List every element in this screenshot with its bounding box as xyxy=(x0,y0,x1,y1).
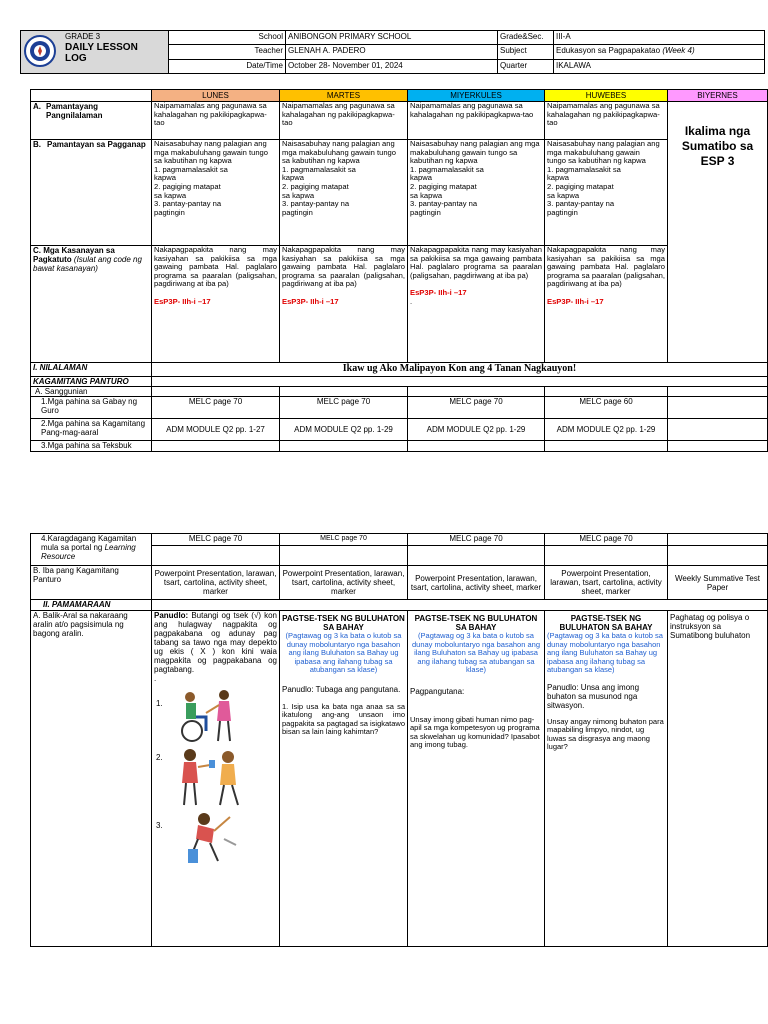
iba-huwebes: Powerpoint Presentation, larawan, tsart, cartolina, activity sheet, marker xyxy=(545,566,668,600)
grade-label: GRADE 3 xyxy=(65,32,101,41)
row-c-huw-text: Nakapagpapakita nang may kasiyahan sa pakikiisa sa mga gawaing pambata Hal. paglalaro programa sa paaralan (paligsahan, pagdiriwang at iba pa) xyxy=(547,245,665,289)
gabay-martes: MELC page 70 xyxy=(280,397,408,419)
row-a-huwebes: Naipamamalas ang pagunawa sa kahalagahan ng pakikipagkapwa-tao xyxy=(545,102,668,140)
row-c-label xyxy=(31,246,152,363)
corner-cell xyxy=(31,90,152,102)
competency-code: EsP3P- IIh-i –17 xyxy=(410,288,467,298)
iba-miyerkules: Powerpoint Presentation, larawan, tsart, cartolina, activity sheet, marker xyxy=(408,566,545,600)
b-item: pagtingin xyxy=(410,207,441,217)
deped-seal-icon xyxy=(24,35,56,67)
pamamaraan-label: II. PAMAMARAAN xyxy=(31,600,152,611)
picture-number-3: 3. xyxy=(156,821,163,830)
row-c-italic: (Isulat ang code ng bawat kasanayan) xyxy=(33,255,142,273)
row-b-text: Pamantayan sa Pagganap xyxy=(47,140,146,149)
school-value: ANIBONGON PRIMARY SCHOOL xyxy=(286,31,498,45)
row-a-text: Pamantayang Pangnilalaman xyxy=(46,102,103,120)
b-item: 2. pagiging matapat xyxy=(547,181,614,191)
balik-martes xyxy=(280,611,408,947)
b-item: 1. pagmamalasakit sa xyxy=(547,164,621,174)
dll-title-line2: LOG xyxy=(65,53,87,64)
lunes-panudlo-head: Panudlo: xyxy=(154,611,189,620)
huw-question: Unsay angay nimong buhaton para mapabiling limpyo, nindot, ug luwas sa disgrasya ang maong lugar? xyxy=(547,716,664,751)
gabay-lunes: MELC page 70 xyxy=(152,397,280,419)
b-item: 3. pantay-pantay na xyxy=(154,199,222,209)
biy-instruction: Paghatag og polisya o instruksyon sa Sumatibong buluhaton xyxy=(670,613,751,640)
miy-pagpangutana: Pagpangutana: xyxy=(410,686,465,696)
row-c-lunes-text: Nakapagpapakita nang may kasiyahan sa pakikiisa sa mga gawaing pambata Hal. paglalaro programa sa paaralan (paligsahan, pagdiriwang at iba pa) xyxy=(154,245,277,289)
datetime-label: Date/Time xyxy=(169,59,286,73)
pagtse-note: (Pagtawag og 3 ka bata o kutob sa dunay moboluntaryo nga basahon ang ilang Buluhaton sa Bahay ug ipabasa ang ilahang tubag sa atubangan sa klase) xyxy=(547,631,663,674)
adm-miyerkules: ADM MODULE Q2 pp. 1-29 xyxy=(408,419,545,441)
competency-code: EsP3P- IIh-i –17 xyxy=(282,296,339,306)
empty-cell xyxy=(668,397,768,419)
iba-label xyxy=(31,566,152,600)
competency-code: EsP3P- IIh-i –17 xyxy=(547,296,604,306)
empty-cell xyxy=(408,546,545,566)
header-logo-cell xyxy=(21,31,169,74)
row-b-prefix: B. xyxy=(33,140,41,149)
teacher-label: Teacher xyxy=(169,45,286,59)
pagtse-note: (Pagtawag og 3 ka bata o kutob sa dunay moboluntaryo nga basahon ang ilang Buluhaton sa Bahay ug ipabasa ang ilahang tubag sa atubangan sa klase) xyxy=(411,631,541,674)
wheelchair-help-illustration xyxy=(176,687,246,745)
b-item: 1. pagmamalasakit sa xyxy=(282,164,356,174)
empty-cell xyxy=(152,546,280,566)
quarter-label: Quarter xyxy=(498,59,554,73)
row-c-text: C. Mga Kasanayan sa Pagkatuto xyxy=(33,246,115,264)
karagdagang-label xyxy=(31,534,152,566)
gabay-label: 1.Mga pahina sa Gabay ng Guro xyxy=(31,397,152,419)
row-a-label xyxy=(31,102,152,140)
row-b-huwebes xyxy=(545,140,668,246)
picture-list xyxy=(154,687,277,877)
row-c-martes-text: Nakapagpapakita nang may kasiyahan sa pakikiisa sa mga gawaing pambata Hal. paglalaro programa sa paaralan (paligsahan, pagdiriwang at iba pa) xyxy=(282,245,405,289)
empty-cell xyxy=(668,419,768,441)
day-header-martes: MARTES xyxy=(280,90,408,102)
subject-label: Subject xyxy=(498,45,554,59)
row-a-miyerkules: Naipamamalas ang pagunawa sa kahalagahan ng pakikipagkapwa-tao xyxy=(408,102,545,140)
dll-table-part1 xyxy=(30,89,768,452)
b-item: pagtingin xyxy=(282,207,313,217)
adm-huwebes: ADM MODULE Q2 pp. 1-29 xyxy=(545,419,668,441)
empty-cell xyxy=(152,387,280,397)
row-c-martes xyxy=(280,246,408,363)
pamamaraan-blank xyxy=(152,600,768,611)
empty-cell xyxy=(408,387,545,397)
row-c-lunes xyxy=(152,246,280,363)
iba-biyernes: Weekly Summative Test Paper xyxy=(668,566,768,600)
balik-lunes xyxy=(152,611,280,947)
karagdagang-lunes: MELC page 70 xyxy=(152,534,280,546)
subject-week: (Week 4) xyxy=(662,46,695,56)
datetime-value: October 28- November 01, 2024 xyxy=(286,59,498,73)
sanggunian-label: A. Sanggunian xyxy=(31,387,152,397)
b-item: sa kapwa xyxy=(154,190,187,200)
row-b-huw-intro: Naisasabuhay nang palagian ang mga makabuluhang gawain xyxy=(547,139,660,157)
empty-cell xyxy=(668,387,768,397)
huw-panudlo: Panudlo: Unsa ang imong buhaton sa musunod nga sitwasyon. xyxy=(547,682,640,710)
b-item: 1. pagmamalasakit sa xyxy=(410,164,484,174)
subject-cell xyxy=(554,45,765,59)
subject-value: Edukasyon sa Pagpapakatao xyxy=(556,46,661,56)
b-item: 2. pagiging matapat xyxy=(154,181,221,191)
balik-biyernes xyxy=(668,611,768,947)
pagtse-title: PAGTSE-TSEK NG BULUHATON SA BAHAY xyxy=(414,614,538,632)
b-item: kapwa xyxy=(154,173,176,183)
row-b-martes-intro: Naisasabuhay nang palagian ang mga makabuluhang gawain tungo sa kabutihan ng kapwa xyxy=(282,139,396,166)
day-header-biyernes: BIYERNES xyxy=(668,90,768,102)
b-item: kapwa xyxy=(282,173,304,183)
gradesec-value: III-A xyxy=(554,31,765,45)
b-item: 3. pantay-pantay na xyxy=(547,199,615,209)
bumping-illustration xyxy=(184,809,240,869)
b-item: sa kapwa xyxy=(547,190,580,200)
sharing-drink-illustration xyxy=(176,745,246,807)
day-header-miyerkules: MIYERKULES xyxy=(408,90,545,102)
teacher-value: GLENAH A. PADERO xyxy=(286,45,498,59)
pagtse-note: (Pagtawag og 3 ka bata o kutob sa dunay moboluntaryo nga basahon ang ilang Buluhaton sa Bahay ug ipabasa ang ilahang tubag sa atubangan sa klase) xyxy=(285,631,402,674)
quarter-value: IKALAWA xyxy=(554,59,765,73)
gabay-miyerkules: MELC page 70 xyxy=(408,397,545,419)
empty-cell xyxy=(668,546,768,566)
martes-question: 1. Isip usa ka bata nga anaa sa sa ikatulong ang-ang unsaon imo pagpakita sa pagtagad sa isigkatawo bisan sa lain laing kahimtan? xyxy=(282,701,406,736)
empty-cell xyxy=(280,387,408,397)
b-item: 3. pantay-pantay na xyxy=(410,199,478,209)
b-item: kapwa xyxy=(410,173,432,183)
pagtse-title: PAGTSE-TSEK NG BULUHATON SA BAHAY xyxy=(559,614,653,632)
martes-panudlo: Panudlo: Tubaga ang pangutana. xyxy=(282,684,401,694)
row-a-lunes: Naipamamalas ang pagunawa sa kahalagahan ng pakikipagkapwa-tao xyxy=(152,102,280,140)
karagdagang-huwebes: MELC page 70 xyxy=(545,534,668,546)
pagtse-title: PAGTSE-TSEK NG BULUHATON SA BAHAY xyxy=(282,614,405,632)
adm-lunes: ADM MODULE Q2 pp. 1-27 xyxy=(152,419,280,441)
row-b-martes xyxy=(280,140,408,246)
karagdagang-italic: Learning Resource xyxy=(41,543,136,561)
gabay-huwebes: MELC page 60 xyxy=(545,397,668,419)
row-c-miyerkules xyxy=(408,246,545,363)
karagdagang-martes: MELC page 70 xyxy=(280,534,408,546)
header-table xyxy=(20,30,765,74)
empty-cell xyxy=(280,441,408,452)
nilalaman-title: Ikaw ug Ako Malipayon Kon ang 4 Tanan Nagkauyon! xyxy=(152,363,768,377)
iba-lunes: Powerpoint Presentation, larawan, tsart, cartolina, activity sheet, marker xyxy=(152,566,280,600)
karagdagang-miyerkules: MELC page 70 xyxy=(408,534,545,546)
row-b-lunes-intro: Naisasabuhay nang palagian ang mga makabuluhang gawain tungo sa kabutihan ng kapwa xyxy=(154,139,268,166)
empty-cell xyxy=(668,534,768,546)
balik-miyerkules xyxy=(408,611,545,947)
karagdagang-text: 4.Karagdagang Kagamitan mula sa portal ng xyxy=(41,534,137,552)
day-header-lunes: LUNES xyxy=(152,90,280,102)
school-label: School xyxy=(169,31,286,45)
empty-cell xyxy=(545,441,668,452)
b-item: 2. pagiging matapat xyxy=(282,181,349,191)
gradesec-label: Grade&Sec. xyxy=(498,31,554,45)
picture-number-2: 2. xyxy=(156,753,163,762)
empty-cell xyxy=(152,441,280,452)
b-item: pagtingin xyxy=(547,207,578,217)
b-item: kapwa xyxy=(547,173,569,183)
row-b-miyerkules xyxy=(408,140,545,246)
row-b-lunes xyxy=(152,140,280,246)
b-item: pagtingin xyxy=(154,207,185,217)
lunes-panudlo-text: Butangi og tsek (√) kon ang hulagway nagpakita og pagpakabana og adunay pag tabang sa tawo nga may depekto ug ekis ( X ) kon kini waia magpakita og pagpakabana og pagtabang. xyxy=(154,611,277,674)
b-item: sa kapwa xyxy=(410,190,443,200)
balik-aral-label: A. Balik-Aral sa nakaraang aralin at/o pagsisimula ng bagong aralin. xyxy=(31,611,152,947)
row-c-huwebes xyxy=(545,246,668,363)
dll-title-line1: DAILY LESSON xyxy=(65,42,138,53)
empty-cell xyxy=(668,441,768,452)
row-a-martes: Naipamamalas ang pagunawa sa kahalagahan ng pakikipagkapwa-tao xyxy=(280,102,408,140)
row-b-label xyxy=(31,140,152,246)
empty-cell xyxy=(545,387,668,397)
empty-cell xyxy=(280,546,408,566)
row-a-prefix: A. xyxy=(33,102,41,111)
day-header-huwebes: HUWEBES xyxy=(545,90,668,102)
kagamitan-aaral-label: 2.Mga pahina sa Kagamitang Pang-mag-aaral xyxy=(31,419,152,441)
b-item: sa kapwa xyxy=(282,190,315,200)
biyernes-summative-title: Ikalima nga Sumatibo sa ESP 3 xyxy=(681,124,754,168)
picture-number-1: 1. xyxy=(156,699,163,708)
teksbuk-label: 3.Mga pahina sa Teksbuk xyxy=(31,441,152,452)
iba-martes: Powerpoint Presentation, larawan, tsart, cartolina, activity sheet, marker xyxy=(280,566,408,600)
miy-question: Unsay imong gibati human nimo pag-apil sa mga kompetesyon ug programa sa skwelahan ug komunidad? Ipasabot ang imong tubag. xyxy=(410,714,540,749)
iba-text: B. Iba pang Kagamitang Panturo xyxy=(33,566,119,584)
kagamitan-blank xyxy=(152,377,768,387)
b-item: 3. pantay-pantay na xyxy=(282,199,350,209)
competency-code: EsP3P- IIh-i –17 xyxy=(154,296,211,306)
b-item: 1. pagmamalasakit sa xyxy=(154,164,228,174)
row-b-huw-intro2: tungo sa kabutihan ng kapwa xyxy=(547,156,646,166)
lunes-dot: . xyxy=(154,674,157,683)
row-c-miy-dot: . xyxy=(410,296,413,306)
adm-martes: ADM MODULE Q2 pp. 1-29 xyxy=(280,419,408,441)
dll-table-part2 xyxy=(30,533,768,947)
kagamitan-label: KAGAMITANG PANTURO xyxy=(31,377,152,387)
biyernes-summative-cell xyxy=(668,102,768,363)
b-item: 2. pagiging matapat xyxy=(410,181,477,191)
empty-cell xyxy=(408,441,545,452)
empty-cell xyxy=(545,546,668,566)
nilalaman-label: I. NILALAMAN xyxy=(31,363,152,377)
row-c-miy-text: Nakapagpapakita nang may kasiyahan sa pakikiisa sa mga gawaing pambata Hal. paglalaro programa sa paaralan (paligsahan, pagdiriwang at iba pa) xyxy=(410,245,542,280)
balik-huwebes xyxy=(545,611,668,947)
row-b-miy-intro: Naisasabuhay nang palagian ang mga makabuluhang gawain tungo sa kabutihan ng kapwa xyxy=(410,139,540,166)
